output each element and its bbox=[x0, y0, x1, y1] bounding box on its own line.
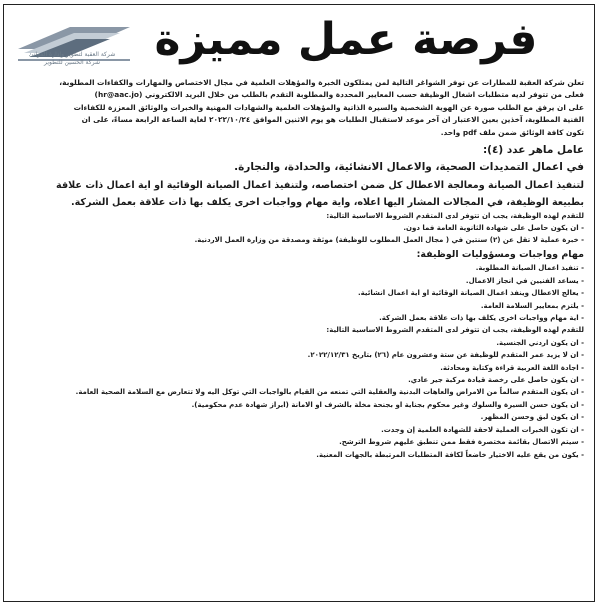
list-item: - اية مهام وواجبات اخرى يكلف بها ذات علاقة بعمل الشركة. bbox=[379, 314, 584, 323]
logo-name: شركة العقبة لتطوير وإدارة الموانئ bbox=[28, 51, 116, 58]
list-item: - ان يكون المتقدم سالماً من الامراض والعاهات البدنية والعقلية التي تمنعه من القيام بالواجبات التي توكل اليه ولا تتعارض مع السلامة الصحية العامة. bbox=[75, 388, 584, 397]
intro-paragraph bbox=[12, 77, 584, 139]
intro-line: على ان يرفق مع الطلب صورة عن الهوية الشخصية والسيرة الذاتية والمؤهلات العلمية والشهادات المهنية والخبرات والوثائق المعززة للكفاءات bbox=[73, 102, 584, 112]
list-item: - سيتم الاتصال بقائمة مختصرة فقط ممن تنطبق عليهم شروط الترشح. bbox=[339, 438, 584, 447]
list-item: - يعالج الاعطال وينفذ اعمال الصيانة الوقائية او اية اعمال انشائية. bbox=[358, 289, 584, 298]
list-item: - ان يكون حسن السيرة والسلوك وغير محكوم بجناية او بجنحة مخلة بالشرف او الامانة (ابراز شهادة عدم محكومية). bbox=[191, 400, 584, 409]
requirements-block bbox=[12, 211, 584, 246]
intro-line: تعلن شركة العقبة للمطارات عن توفر الشواغر التالية لمن يمتلكون الخبرة والمؤهلات العلمية في مجال الاختصاص والمهارات والكفاءات المطلوبة، bbox=[59, 78, 584, 87]
list-item: - يلتزم بمعايير السلامة العامة. bbox=[480, 301, 584, 310]
intro-line: فعلى من تتوفر لديه متطلبات اشغال الوظيفة حسب المعايير المحددة والمطلوبة التقدم بالطلب من خلال البريد الالكتروني (hr@aac.jo) bbox=[94, 90, 584, 100]
intro-line: تكون كافة الوثائق ضمن ملف pdf واحد. bbox=[440, 127, 584, 137]
list-item: للتقدم لهذه الوظيفة، يجب ان تتوفر لدى المتقدم الشروط الاساسية التالية: bbox=[326, 326, 584, 335]
ad-body bbox=[12, 77, 584, 461]
requirement-line: - خبرة عملية لا تقل عن (٢) سنتين في ( مجال العمل المطلوب للوظيفة) موثقة ومصدقة من وزارة العمل الاردنية. bbox=[194, 235, 584, 244]
position-title: عامل ماهر عدد (٤): bbox=[482, 144, 584, 157]
description-line: لتنفيذ اعمال الصيانة ومعالجة الاعطال كل ضمن اختصاصه، ولتنفيذ اعمال الصيانة الوقائية او اية اعمال ذات علاقة bbox=[56, 180, 584, 192]
ad-header bbox=[4, 5, 594, 73]
list-item: - تنفيذ اعمال الصيانة المطلوبة. bbox=[475, 264, 584, 273]
list-item: - ان يكون اردني الجنسية. bbox=[496, 338, 584, 347]
requirement-line: - ان يكون حاصل على شهادة الثانوية العامة فما دون. bbox=[403, 223, 584, 232]
list-item: - ان يكون لبق وحسن المظهر. bbox=[480, 413, 584, 422]
position-description bbox=[12, 177, 584, 211]
intro-line: الفنية المطلوبة، آخذين بعين الاعتبار ان آخر موعد لاستقبال الطلبات هو يوم الاثنين الموافق ٢٠٢٢/١٠/٢٤ لغاية الساعة الرابعة مساءً، على ان bbox=[81, 115, 584, 125]
logo-caption bbox=[8, 51, 136, 67]
position-fields: في اعمال التمديدات الصحية، والاعمال الانشائية، والحدادة، والنجارة. bbox=[234, 161, 584, 174]
list-item: - ان لا يزيد عمر المتقدم للوظيفة عن ستة وعشرون عام (٢٦) بتاريخ ٢٠٢٢/١٢/٣١. bbox=[307, 351, 584, 360]
list-item: - يكون من يقع عليه الاختيار خاضعاً لكافة المتطلبات المرتبطة بالجهات المعنية. bbox=[316, 450, 584, 459]
advertisement-frame bbox=[3, 4, 595, 602]
duties-list bbox=[12, 262, 584, 461]
headline: فرصة عمل مميزة bbox=[154, 14, 538, 65]
duties-title: مهام وواجبات ومسؤوليات الوظيفة: bbox=[416, 249, 584, 261]
requirement-line: للتقدم لهذه الوظيفة، يجب ان تتوفر لدى المتقدم الشروط الاساسية التالية: bbox=[326, 212, 584, 221]
list-item: - ان تكون الخبرات العملية لاحقة للشهادة العلمية إن وجدت. bbox=[381, 425, 584, 434]
list-item: - ان يكون حاصل على رخصة قيادة مركبة جير عادي. bbox=[408, 376, 584, 385]
description-line: بطبيعة الوظيفة، في المجالات المشار اليها اعلاه، واية مهام وواجبات اخرى يكلف بها ذات علاقة بعمل الشركة. bbox=[70, 197, 584, 209]
list-item: - اجادة اللغة العربية قراءة وكتابة ومحادثة. bbox=[440, 363, 584, 372]
list-item: - يساعد الفنيين في انجاز الاعمال. bbox=[465, 276, 584, 285]
logo-subtitle: شركة الحسين للتطوير bbox=[44, 59, 100, 66]
